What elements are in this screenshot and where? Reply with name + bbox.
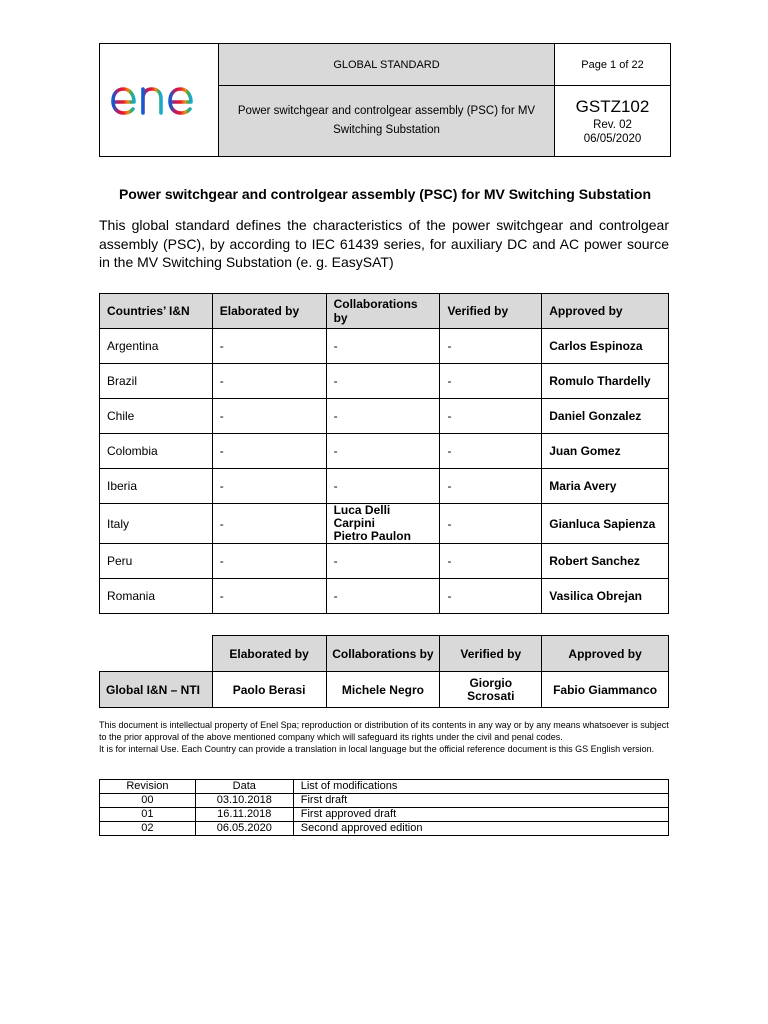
country-cell: Brazil [100, 364, 213, 399]
revision-cell: 00 [100, 794, 196, 808]
revision-table [99, 779, 669, 836]
date-cell: 16.11.2018 [195, 808, 293, 822]
date-cell: 06.05.2020 [195, 822, 293, 836]
page-number: Page 1 of 22 [555, 44, 671, 86]
global-row-label: Global I&N – NTI [100, 672, 213, 708]
col-verified: Verified by [440, 636, 542, 672]
collaborations-cell [326, 504, 440, 544]
verified-cell: - [440, 544, 542, 579]
elaborated-cell: - [212, 579, 326, 614]
collaborator-name: Luca Delli Carpini [333, 503, 391, 530]
collaborations-cell: - [326, 329, 440, 364]
col-approved: Approved by [542, 636, 669, 672]
approved-cell: Robert Sanchez [542, 544, 669, 579]
col-countries: Countries’ I&N [100, 294, 213, 329]
collaborations-cell: - [326, 399, 440, 434]
col-data: Data [195, 780, 293, 794]
countries-table [99, 293, 669, 614]
modifications-cell: First draft [293, 794, 668, 808]
approved-cell: Carlos Espinoza [542, 329, 669, 364]
table-row [100, 808, 669, 822]
verified-cell: - [440, 329, 542, 364]
approved-cell: Daniel Gonzalez [542, 399, 669, 434]
verified-cell: - [440, 579, 542, 614]
header-table [99, 43, 671, 157]
approved-cell: Fabio Giammanco [542, 672, 669, 708]
standard-type: GLOBAL STANDARD [219, 44, 555, 86]
verified-cell: - [440, 399, 542, 434]
approved-cell: Juan Gomez [542, 434, 669, 469]
elaborated-cell: - [212, 469, 326, 504]
ip-notice-line: It is for internal Use. Each Country can provide a translation in local language but the official reference document is this GS English version. [99, 744, 655, 754]
collaborations-cell: Michele Negro [326, 672, 440, 708]
verified-cell: - [440, 434, 542, 469]
collaborations-cell: - [326, 434, 440, 469]
table-header-row [100, 294, 669, 329]
elaborated-cell: - [212, 434, 326, 469]
elaborated-cell: - [212, 504, 326, 544]
col-verified: Verified by [440, 294, 542, 329]
table-row [100, 544, 669, 579]
collaborator-name: Pietro Paulon [333, 529, 411, 543]
approved-cell: Romulo Thardelly [542, 364, 669, 399]
global-table [99, 635, 669, 708]
country-cell: Argentina [100, 329, 213, 364]
revision-cell: 01 [100, 808, 196, 822]
col-elaborated: Elaborated by [212, 636, 326, 672]
elaborated-cell: - [212, 544, 326, 579]
table-row [100, 672, 669, 708]
col-approved: Approved by [542, 294, 669, 329]
elaborated-cell: - [212, 329, 326, 364]
col-modifications: List of modifications [293, 780, 668, 794]
elaborated-cell: - [212, 399, 326, 434]
elaborated-cell: Paolo Berasi [212, 672, 326, 708]
document-title: Power switchgear and controlgear assembly (PSC) for MV Switching Substation [118, 186, 652, 202]
col-collaborations: Collaborations by [326, 636, 440, 672]
approved-cell: Vasilica Obrejan [542, 579, 669, 614]
col-collaborations: Collaborations by [326, 294, 440, 329]
country-cell: Peru [100, 544, 213, 579]
table-row [100, 329, 669, 364]
table-row [100, 364, 669, 399]
logo-cell [100, 44, 219, 157]
doc-revision: Rev. 02 [593, 118, 632, 131]
verifier-first-name: Giorgio [469, 675, 513, 690]
table-row [100, 794, 669, 808]
table-row [100, 504, 669, 544]
table-row [100, 822, 669, 836]
country-cell: Iberia [100, 469, 213, 504]
verified-cell: - [440, 504, 542, 544]
approved-cell: Gianluca Sapienza [542, 504, 669, 544]
country-cell: Colombia [100, 434, 213, 469]
table-row [100, 399, 669, 434]
enel-logo [107, 75, 211, 121]
country-cell: Chile [100, 399, 213, 434]
col-revision: Revision [100, 780, 196, 794]
table-row [100, 579, 669, 614]
blank-cell [100, 636, 213, 672]
verifier-last-name: Scrosati [467, 688, 515, 703]
doc-code-cell [555, 86, 671, 157]
col-elaborated: Elaborated by [212, 294, 326, 329]
revision-cell: 02 [100, 822, 196, 836]
ip-notice [99, 719, 669, 755]
elaborated-cell: - [212, 364, 326, 399]
collaborations-cell: - [326, 579, 440, 614]
verified-cell: - [440, 364, 542, 399]
collaborations-cell: - [326, 469, 440, 504]
date-cell: 03.10.2018 [195, 794, 293, 808]
doc-code: GSTZ102 [575, 96, 650, 116]
country-cell: Romania [100, 579, 213, 614]
verified-cell [440, 672, 542, 708]
collaborations-cell: - [326, 364, 440, 399]
doc-date: 06/05/2020 [583, 132, 642, 145]
table-header-row [100, 636, 669, 672]
intro-paragraph: This global standard defines the characteristics of the power switchgear and controlgear assembly (PSC), by according to IEC 61439 series, for auxiliary DC and AC power source in the MV Switching Substation (e. g. EasySAT) [99, 217, 669, 270]
modifications-cell: First approved draft [293, 808, 668, 822]
approved-cell: Maria Avery [542, 469, 669, 504]
header-doc-title: Power switchgear and controlgear assembly (PSC) for MV Switching Substation [219, 86, 555, 157]
collaborations-cell: - [326, 544, 440, 579]
country-cell: Italy [100, 504, 213, 544]
ip-notice-line: This document is intellectual property of Enel Spa; reproduction or distribution of its contents in any way or by any means whatsoever is subject to the prior approval of the above mentioned company which will safeguard its rights under the civil and penal codes. [99, 720, 669, 742]
modifications-cell: Second approved edition [293, 822, 668, 836]
table-row [100, 434, 669, 469]
table-header-row [100, 780, 669, 794]
verified-cell: - [440, 469, 542, 504]
table-row [100, 469, 669, 504]
